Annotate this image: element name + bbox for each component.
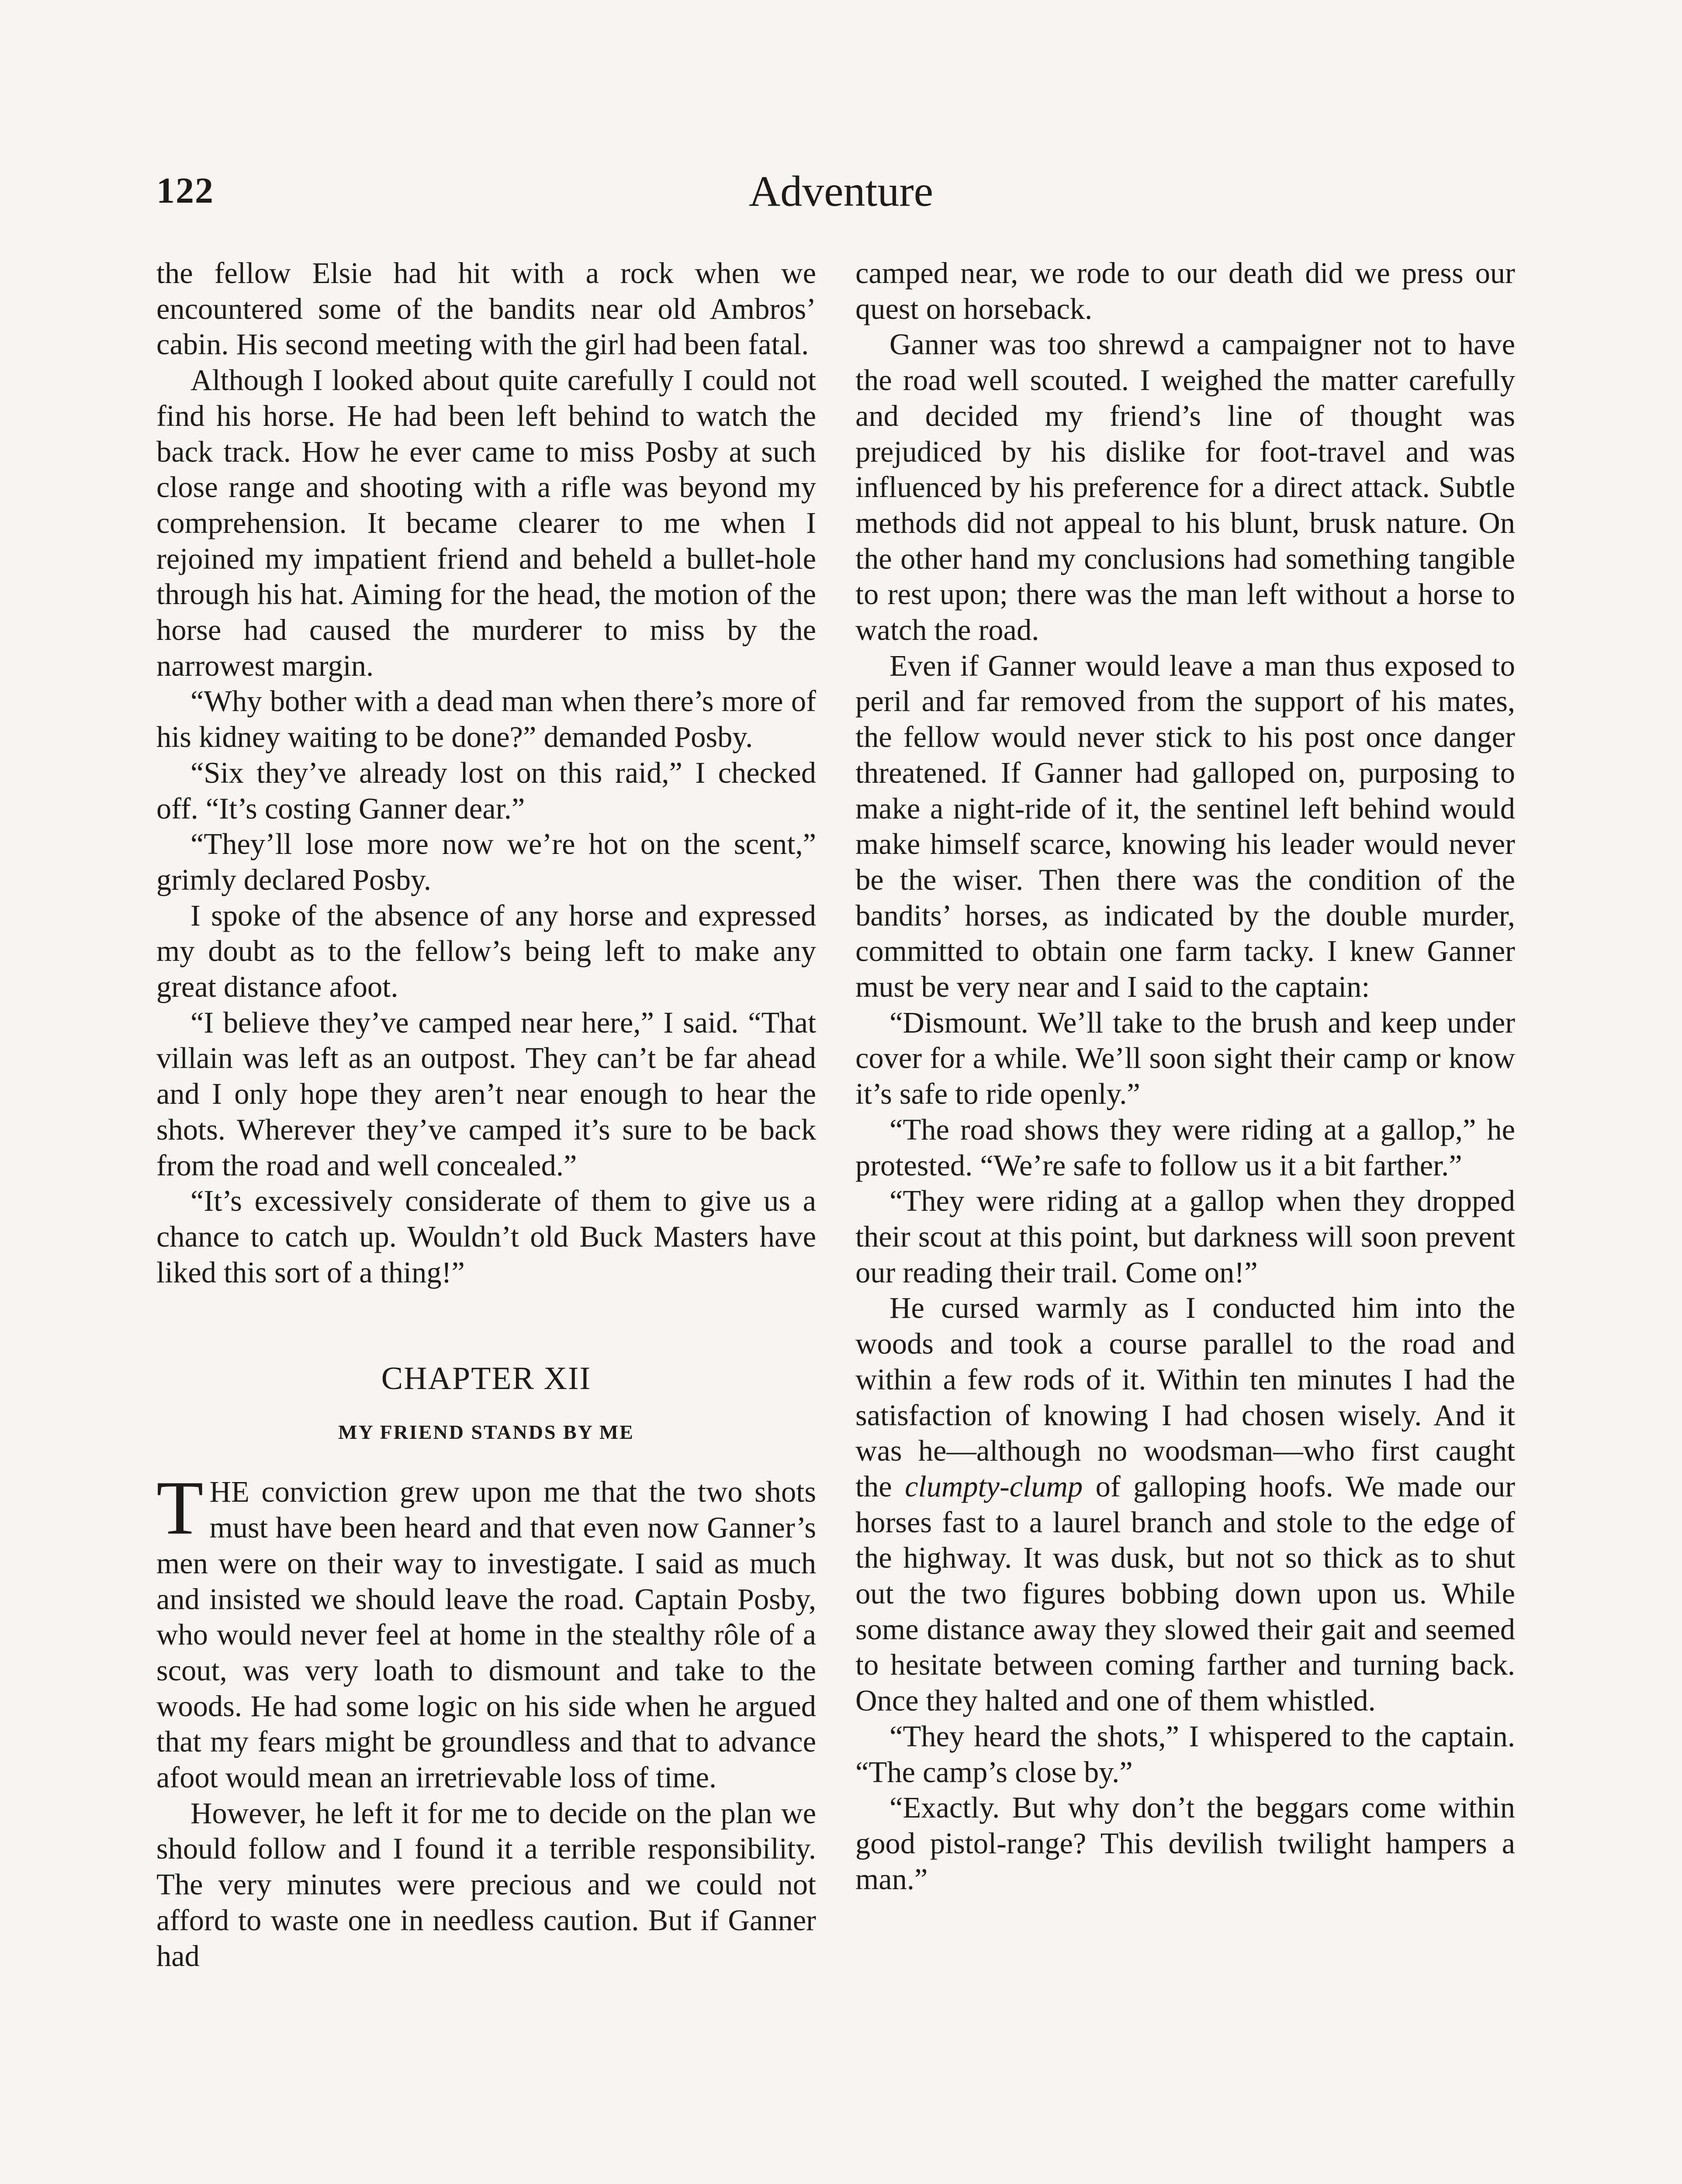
paragraph: “They were riding at a gallop when they dropped their scout at this point, but darkness will soon prevent our reading their trail. Come on!” <box>855 1184 1515 1289</box>
paragraph: “They heard the shots,” I whispered to the captain. “The camp’s close by.” <box>855 1719 1515 1789</box>
right-column <box>855 256 1515 1897</box>
paragraph: “They’ll lose more now we’re hot on the scent,” grimly declared Posby. <box>156 827 816 896</box>
paragraph-text: conviction grew upon me that the two shots must have been heard and that even now Ganner’s men were on their way to investigate. I said as much and insisted we should leave the road. Captain Posby, who would never feel at home in the stealthy rôle of a scout, was very loath to dismount and take to the woods. He had some logic on his side when he argued that my fears might be groundless and that to advance afoot would mean an irretrievable loss of time. <box>156 1475 816 1794</box>
paragraph: “Exactly. But why don’t the beggars come within good pistol-range? This devilish twilight hampers a man.” <box>855 1791 1515 1896</box>
paragraph: the fellow Elsie had hit with a rock when we encountered some of the bandits near old Ambros’ cabin. His second meeting with the girl had been fatal. <box>156 256 816 361</box>
paragraph: “The road shows they were riding at a gallop,” he protested. “We’re safe to follow us it a bit farther.” <box>855 1113 1515 1182</box>
paragraph: Even if Ganner would leave a man thus exposed to peril and far removed from the support of his mates, the fellow would never stick to his post once danger threatened. If Ganner had galloped on, purposing to make a night-ride of it, the sentinel left behind would make himself scarce, knowing his leader would never be the wiser. Then there was the condition of the bandits’ horses, as indicated by the double murder, committed to obtain one farm tacky. I knew Ganner must be very near and I said to the captain: <box>855 649 1515 1004</box>
paragraph: “Six they’ve already lost on this raid,” I checked off. “It’s costing Ganner dear.” <box>156 756 816 825</box>
chapter-heading: CHAPTER XII <box>381 1361 592 1397</box>
drop-cap: T <box>156 1465 204 1551</box>
paragraph: I spoke of the absence of any horse and expressed my doubt as to the fellow’s being left to make any great distance afoot. <box>156 898 816 1004</box>
page-number: 122 <box>156 170 214 211</box>
paragraph: camped near, we rode to our death did we press our quest on horseback. <box>855 256 1515 325</box>
paragraph: “It’s excessively considerate of them to give us a chance to catch up. Wouldn’t old Buck Masters have liked this sort of a thing!” <box>156 1184 816 1289</box>
paragraph-text: He cursed warmly as I conducted him into the woods and took a course parallel to the road and within a few rods of it. Within ten minutes I had the satisfaction of knowing I had chosen wisely. And it was he—although no woodsman—who first caught the <box>855 1291 1515 1503</box>
paragraph <box>855 1290 1515 1718</box>
paragraph: However, he left it for me to decide on the plan we should follow and I found it a terrible responsibility. The very minutes were precious and we could not afford to waste one in needless caution. But if Ganner had <box>156 1796 816 1973</box>
paragraph: “Dismount. We’ll take to the brush and keep under cover for a while. We’ll soon sight their camp or know it’s safe to ride openly.” <box>855 1006 1515 1111</box>
chapter-opening-paragraph <box>156 1465 816 1795</box>
paragraph: Ganner was too shrewd a campaigner not to have the road well scouted. I weighed the matter carefully and decided my friend’s line of thought was prejudiced by his dislike for foot-travel and was influenced by his preference for a direct attack. Subtle methods did not appeal to his blunt, brusk nature. On the other hand my conclusions had something tangible to rest upon; there was the man left without a horse to watch the road. <box>855 328 1515 647</box>
small-caps-opening: HE <box>209 1475 249 1509</box>
paragraph-text: of galloping hoofs. We made our horses fast to a laurel branch and stole to the edge of the highway. It was dusk, but not so thick as to shut out the two figures bobbing down upon us. While some distance away they slowed their gait and seemed to hesitate between coming farther and turning back. Once they halted and one of them whistled. <box>855 1469 1516 1717</box>
chapter-subtitle: MY FRIEND STANDS BY ME <box>338 1421 634 1444</box>
paragraph: “I believe they’ve camped near here,” I said. “That villain was left as an outpost. They can’t be far ahead and I only hope they aren’t near enough to hear the shots. Wherever they’ve camped it’s sure to be back from the road and well concealed.” <box>156 1006 816 1182</box>
running-title: Adventure <box>748 167 934 215</box>
left-column <box>156 256 816 1974</box>
paragraph: “Why bother with a dead man when there’s more of his kidney waiting to be done?” demanded Posby. <box>156 684 816 754</box>
paragraph: Although I looked about quite carefully I could not find his horse. He had been left behind to watch the back track. How he ever came to miss Posby at such close range and shooting with a rifle was beyond my comprehension. It became clearer to me when I rejoined my impatient friend and beheld a bullet-hole through his hat. Aiming for the head, the motion of the horse had caused the murderer to miss by the narrowest margin. <box>156 363 816 682</box>
italic-phrase: clumpty-clump <box>905 1469 1083 1503</box>
